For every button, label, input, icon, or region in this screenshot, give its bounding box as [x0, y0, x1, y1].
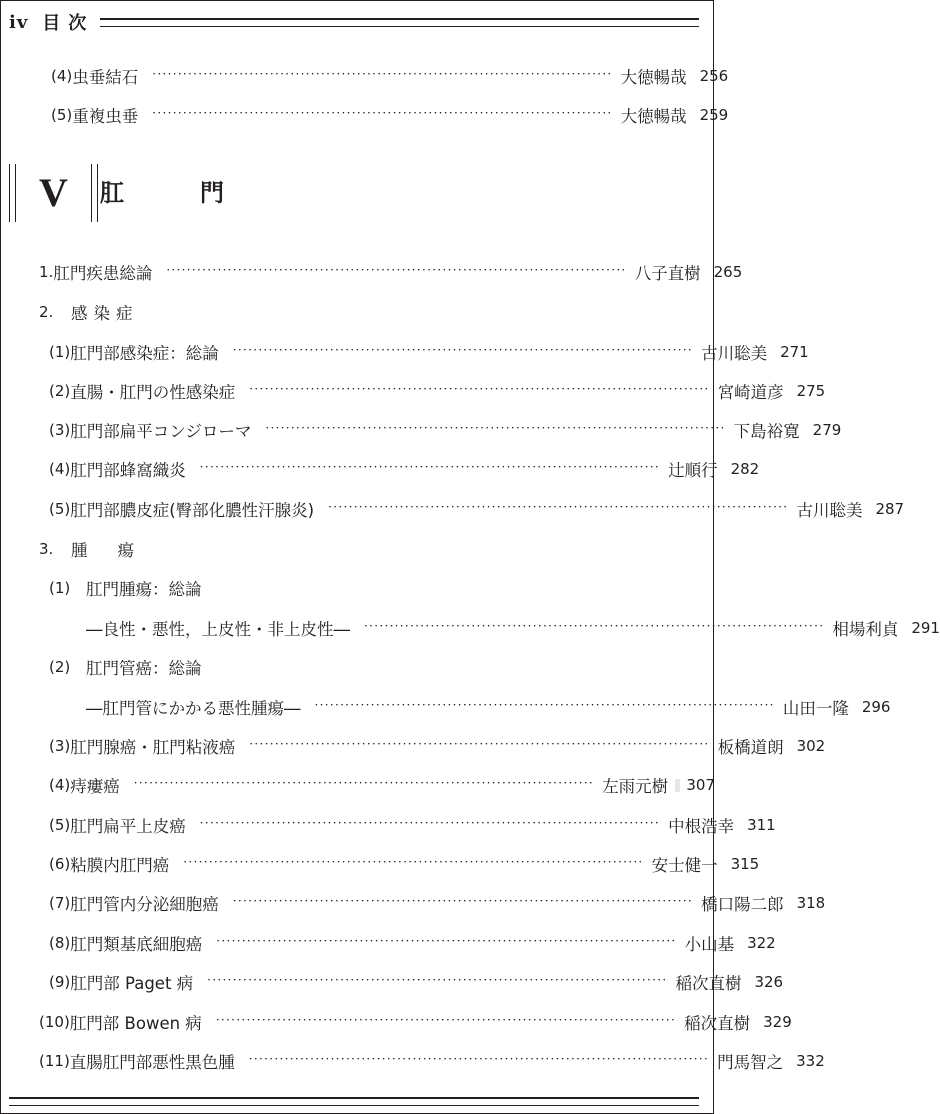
leader-dots: ··························································································	[249, 737, 710, 751]
chapter-title	[100, 178, 224, 208]
entry-title: 肛門部膿皮症(臀部化膿性汗腺炎)	[70, 501, 315, 520]
entry-title: 直腸肛門部悪性黒色腫	[69, 1053, 235, 1072]
author-given-name: 健一	[684, 856, 718, 875]
author-given-name: 基	[717, 935, 735, 954]
leader-dots: ··························································································	[152, 106, 613, 120]
entry-number: (10)	[39, 1013, 70, 1031]
entry-subtitle: ―良性・悪性，上皮性・非上皮性―	[86, 620, 350, 639]
header-rule	[100, 18, 699, 27]
entry-title: 直腸・肛門の性感染症	[70, 383, 236, 402]
entry-page: 271	[780, 343, 809, 361]
footer-rule	[9, 1097, 699, 1106]
entry-number: (11)	[39, 1052, 70, 1070]
entry-number: (4)	[49, 776, 71, 794]
author-family-name: 八子	[634, 264, 668, 283]
section-number: 1.	[39, 263, 54, 281]
leader-dots: ··························································································	[166, 263, 627, 277]
author-given-name: 聡美	[829, 501, 863, 520]
chapter-bar	[15, 164, 16, 222]
leader-dots: ··························································································	[183, 855, 644, 869]
entry-page: 265	[713, 263, 743, 281]
toc-entry[interactable]	[1, 812, 776, 838]
toc-entry[interactable]	[1, 575, 715, 601]
toc-entry[interactable]	[1, 1048, 825, 1074]
leader-dots: ··························································································	[207, 973, 668, 987]
entry-page: 322	[747, 934, 776, 952]
toc-entry[interactable]	[1, 969, 784, 995]
entry-page: 315	[730, 855, 760, 873]
toc-entry[interactable]	[1, 890, 826, 916]
leader-dots: ··························································································	[232, 894, 694, 908]
entry-title: 肛門腫瘍：総論	[86, 580, 202, 599]
author-family-name: 宮崎	[717, 383, 751, 402]
author-family-name: 稲次	[675, 974, 709, 993]
entry-title: 肛門部蜂窩織炎	[70, 461, 186, 480]
entry-page: 329	[763, 1013, 792, 1031]
entry-page: 291	[911, 619, 940, 637]
author-family-name: 門馬	[717, 1053, 751, 1072]
entry-title: 虫垂結石	[72, 68, 139, 87]
entry-number: (2)	[49, 382, 71, 400]
toc-entry[interactable]	[1, 654, 715, 680]
entry-author	[684, 1010, 750, 1034]
entry-title: 重複虫垂	[72, 107, 139, 126]
leader-dots: ··························································································	[199, 816, 661, 830]
toc-section-heading[interactable]	[1, 299, 715, 325]
header-title: 目次	[42, 13, 95, 34]
toc-entry[interactable]	[1, 772, 715, 798]
author-family-name: 橋口陽二郎	[701, 895, 784, 914]
entry-number: (7)	[49, 894, 71, 912]
entry-number: (6)	[49, 855, 71, 873]
entry-page: 311	[747, 816, 776, 834]
author-family-name: 山田	[782, 699, 816, 718]
chapter-heading	[9, 164, 409, 222]
entry-author	[717, 1049, 783, 1073]
entry-number: (2)	[49, 658, 71, 676]
entry-title: 肛門類基底細胞癌	[70, 935, 203, 954]
entry-title: 肛門部扁平コンジローマ	[70, 422, 252, 441]
chapter-title-char: 肛	[100, 179, 124, 207]
toc-entry[interactable]	[1, 1009, 792, 1035]
entry-author	[652, 852, 718, 876]
entry-subtitle: ―肛門管にかかる悪性腫瘍―	[86, 699, 301, 718]
entry-page: 302	[796, 737, 826, 755]
entry-number: (5)	[51, 106, 73, 124]
leader-dots: ··························································································	[265, 421, 726, 435]
entry-author	[701, 340, 767, 364]
author-given-name: 聡美	[734, 344, 768, 363]
page-marker	[675, 779, 680, 792]
entry-title: 肛門扁平上皮癌	[70, 817, 186, 836]
author-family-name: 下島	[733, 422, 767, 441]
toc-entry[interactable]	[1, 496, 905, 522]
leader-dots: ··························································································	[216, 934, 677, 948]
entry-author	[832, 616, 898, 640]
toc-entry-subtitle[interactable]	[1, 615, 940, 641]
leader-dots: ··························································································	[152, 67, 613, 81]
author-given-name: 元樹	[635, 777, 669, 796]
toc-entry[interactable]	[1, 63, 729, 89]
toc-entry[interactable]	[1, 339, 809, 365]
entry-author	[668, 457, 718, 481]
leader-dots: ··························································································	[232, 343, 694, 357]
entry-page: 275	[796, 382, 826, 400]
entry-number: (4)	[49, 460, 71, 478]
author-given-name: 道彦	[750, 383, 784, 402]
entry-number: (3)	[49, 737, 71, 755]
toc-entry[interactable]	[1, 930, 776, 956]
chapter-bar	[9, 164, 10, 222]
chapter-bar	[97, 164, 98, 222]
entry-page: 282	[730, 460, 760, 478]
leader-dots: ··························································································	[215, 1013, 677, 1027]
entry-page: 256	[699, 67, 729, 85]
toc-entry[interactable]	[1, 417, 842, 443]
author-family-name: 古川	[701, 344, 735, 363]
leader-dots: ··························································································	[314, 698, 775, 712]
author-family-name: 大徳	[620, 107, 654, 126]
entry-title: 肛門管癌：総論	[86, 659, 202, 678]
author-given-name: 順行	[684, 461, 718, 480]
author-given-name: 直樹	[667, 264, 701, 283]
author-given-name: 直樹	[708, 974, 742, 993]
entry-number: (4)	[51, 67, 73, 85]
entry-title: 肛門部感染症：総論	[70, 344, 219, 363]
entry-page: 307	[686, 776, 715, 794]
entry-title: 粘膜内肛門癌	[70, 856, 170, 875]
entry-author	[734, 418, 800, 442]
entry-page: 318	[796, 894, 826, 912]
entry-page: 296	[861, 698, 891, 716]
entry-author	[621, 64, 687, 88]
entry-author	[668, 813, 734, 837]
entry-title: 肛門腺癌・肛門粘液癌	[70, 738, 236, 757]
entry-page: 332	[796, 1052, 825, 1070]
toc-entry-subtitle[interactable]	[1, 694, 891, 720]
entry-number: (1)	[49, 343, 71, 361]
section-title: 肛門疾患総論	[53, 264, 153, 283]
entry-author	[621, 103, 687, 127]
entry-author	[796, 497, 862, 521]
toc-entry[interactable]	[1, 102, 729, 128]
entry-author	[635, 260, 701, 284]
toc-entry[interactable]	[1, 851, 760, 877]
author-given-name: 一隆	[815, 699, 849, 718]
section-number: 3.	[39, 540, 54, 558]
entry-page: 259	[699, 106, 729, 124]
author-family-name: 中根	[668, 817, 702, 836]
author-family-name: 小山	[684, 935, 718, 954]
entry-title: 肛門管内分泌細胞癌	[70, 895, 219, 914]
author-family-name: 大徳	[620, 68, 654, 87]
entry-author	[701, 891, 784, 915]
chapter-numeral: V	[39, 170, 68, 215]
toc-entry[interactable]	[1, 378, 826, 404]
entry-number: (5)	[49, 816, 71, 834]
author-given-name: 利貞	[865, 620, 899, 639]
chapter-bar	[91, 164, 92, 222]
entry-author	[718, 734, 784, 758]
author-given-name: 暢哉	[653, 68, 687, 87]
entry-title: 肛門部 Bowen 病	[69, 1014, 202, 1033]
author-family-name: 左雨	[602, 777, 636, 796]
running-header	[9, 9, 713, 35]
author-family-name: 安士	[651, 856, 685, 875]
entry-author	[675, 970, 741, 994]
toc-section-entry[interactable]	[1, 259, 743, 285]
section-title: 感染症	[71, 304, 139, 323]
leader-dots: ··························································································	[133, 776, 595, 790]
leader-dots: ··························································································	[248, 1052, 710, 1066]
entry-page: 326	[754, 973, 784, 991]
section-title: 腫瘍	[71, 541, 164, 560]
leader-dots: ··························································································	[364, 619, 825, 633]
toc-entry[interactable]	[1, 456, 760, 482]
author-given-name: 浩幸	[701, 817, 735, 836]
entry-author	[685, 931, 735, 955]
chapter-title-char: 門	[200, 179, 224, 207]
author-family-name: 稲次	[684, 1014, 718, 1033]
author-given-name: 暢哉	[653, 107, 687, 126]
entry-number: (9)	[49, 973, 71, 991]
leader-dots: ··························································································	[199, 460, 661, 474]
entry-number: (3)	[49, 421, 71, 439]
author-family-name: 辻	[668, 461, 685, 480]
author-given-name: 直樹	[717, 1014, 751, 1033]
entry-page: 279	[812, 421, 842, 439]
leader-dots: ··························································································	[249, 382, 710, 396]
author-family-name: 相場	[832, 620, 866, 639]
entry-author	[602, 773, 668, 797]
entry-number: (8)	[49, 934, 71, 952]
entry-author	[718, 379, 784, 403]
entry-author	[783, 695, 849, 719]
toc-entry[interactable]	[1, 733, 826, 759]
entry-number: (5)	[49, 500, 71, 518]
entry-title: 肛門部 Paget 病	[70, 974, 194, 993]
leader-dots: ··························································································	[328, 500, 789, 514]
entry-number: (1)	[49, 579, 71, 597]
entry-title: 痔瘻癌	[70, 777, 120, 796]
author-given-name: 道朗	[750, 738, 784, 757]
author-given-name: 智之	[750, 1053, 784, 1072]
author-family-name: 古川	[796, 501, 830, 520]
section-number: 2.	[39, 303, 54, 321]
entry-page: 287	[875, 500, 905, 518]
header-page-number: iv	[9, 11, 29, 33]
toc-section-heading[interactable]	[1, 536, 715, 562]
author-family-name: 板橋	[717, 738, 751, 757]
author-given-name: 裕寛	[766, 422, 800, 441]
